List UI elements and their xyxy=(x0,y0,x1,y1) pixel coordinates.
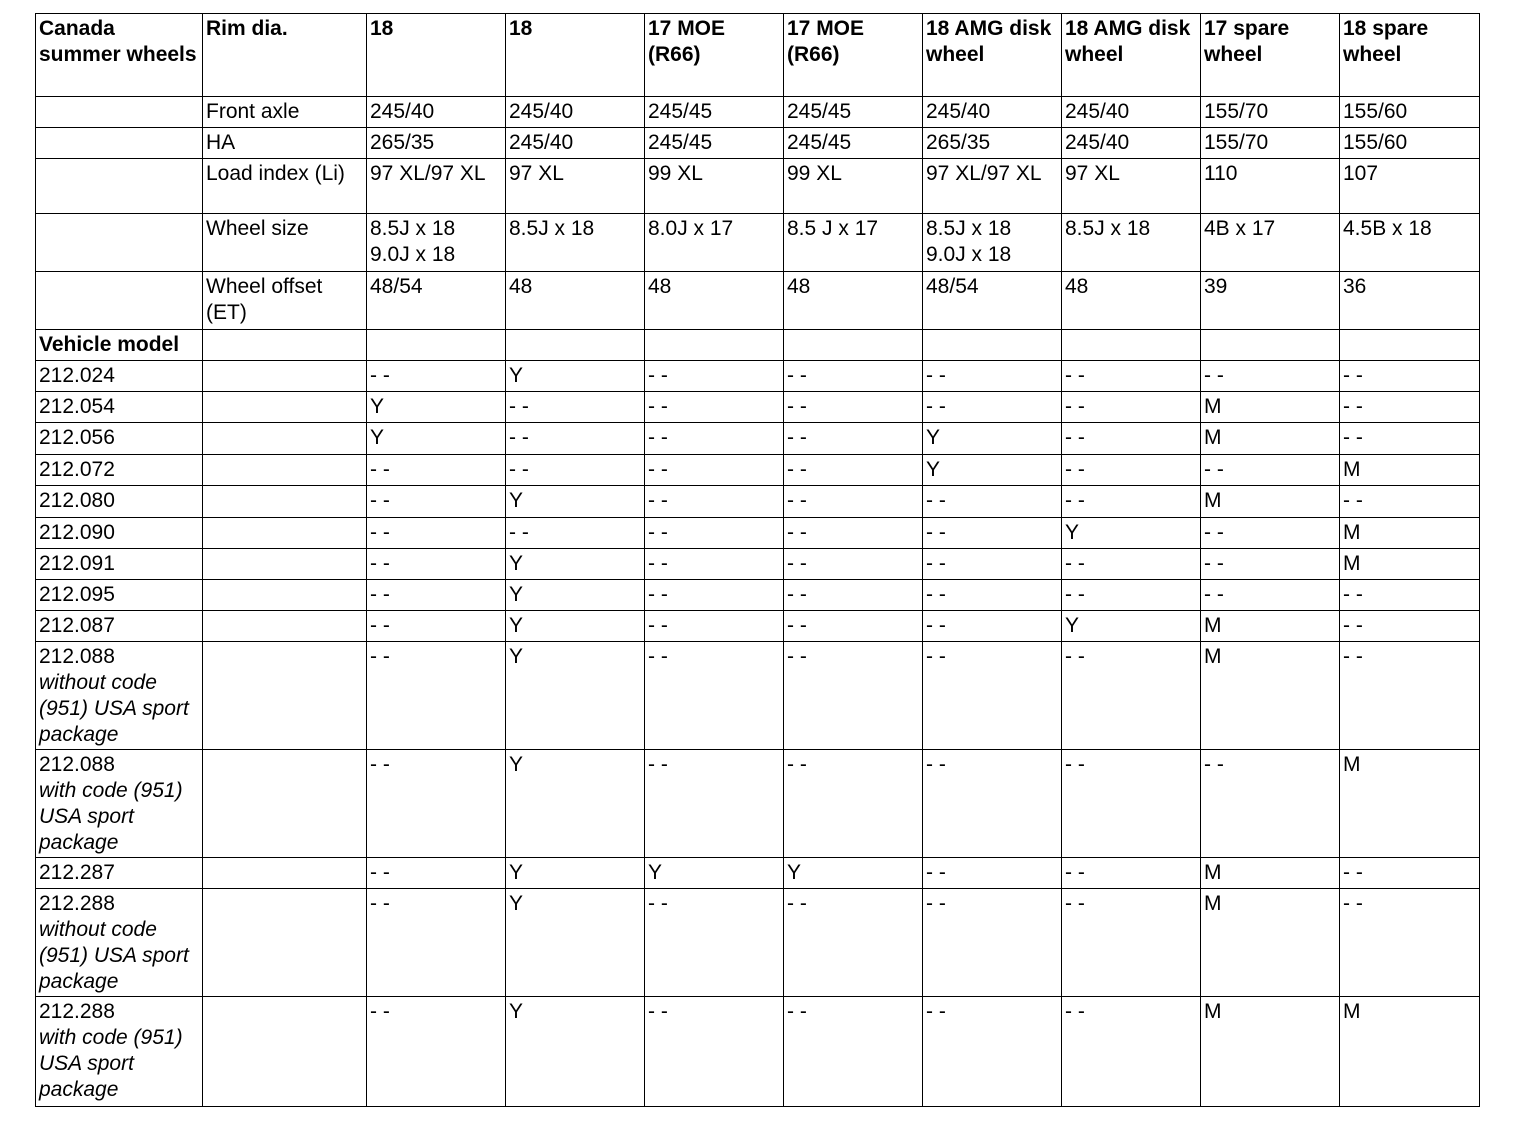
fitment-cell: Y xyxy=(506,858,645,889)
table-row xyxy=(36,455,1480,486)
model-cell xyxy=(36,455,203,486)
model-cell xyxy=(36,611,203,642)
model-cell xyxy=(36,858,203,889)
spec-value-cell xyxy=(1062,214,1201,272)
wheel-compatibility-table xyxy=(35,13,1480,1107)
fitment-cell: M xyxy=(1201,642,1340,750)
fitment-cell: - - xyxy=(784,518,923,549)
fitment-cell: - - xyxy=(1201,580,1340,611)
fitment-cell: M xyxy=(1201,997,1340,1107)
fitment-cell: - - xyxy=(1062,423,1201,455)
fitment-cell: Y xyxy=(506,580,645,611)
empty-cell xyxy=(203,889,367,997)
spec-value-cell: 97 XL xyxy=(1062,159,1201,214)
vehicle-model-label: Vehicle model xyxy=(36,330,203,361)
model-cell xyxy=(36,423,203,455)
fitment-cell: Y xyxy=(506,549,645,580)
spec-value-cell: 97 XL xyxy=(506,159,645,214)
spec-value-line: 8.0J x 17 xyxy=(648,217,734,240)
fitment-cell: - - xyxy=(923,549,1062,580)
spec-value-cell: 245/45 xyxy=(784,128,923,159)
fitment-cell: M xyxy=(1340,518,1480,549)
fitment-cell: Y xyxy=(506,997,645,1107)
fitment-cell: - - xyxy=(367,486,506,518)
empty-cell xyxy=(645,330,784,361)
fitment-cell: - - xyxy=(645,361,784,392)
spec-value-cell: 245/45 xyxy=(784,97,923,128)
spec-value-cell: 155/60 xyxy=(1340,97,1480,128)
fitment-cell: - - xyxy=(1062,889,1201,997)
spec-label: Load index (Li) xyxy=(203,159,367,214)
model-cell xyxy=(36,392,203,423)
fitment-cell: - - xyxy=(1201,361,1340,392)
fitment-cell: - - xyxy=(506,455,645,486)
fitment-cell: - - xyxy=(645,455,784,486)
spec-value-line: 8.5J x 18 xyxy=(926,217,1012,240)
fitment-cell: - - xyxy=(923,642,1062,750)
fitment-cell: M xyxy=(1201,858,1340,889)
spec-empty-cell xyxy=(36,214,203,272)
fitment-cell: - - xyxy=(367,889,506,997)
spec-value-cell: 97 XL/97 XL xyxy=(923,159,1062,214)
spec-value-cell: 48 xyxy=(645,272,784,330)
spec-row xyxy=(36,272,1480,330)
fitment-cell: - - xyxy=(923,889,1062,997)
model-cell xyxy=(36,361,203,392)
model-cell xyxy=(36,889,203,997)
fitment-cell: - - xyxy=(923,361,1062,392)
vehicle-model-row xyxy=(36,330,1480,361)
spec-value-cell: 265/35 xyxy=(923,128,1062,159)
fitment-cell: Y xyxy=(923,455,1062,486)
fitment-cell: - - xyxy=(784,486,923,518)
model-number: 212.024 xyxy=(39,364,115,387)
fitment-cell: - - xyxy=(645,518,784,549)
fitment-cell: Y xyxy=(367,392,506,423)
fitment-cell: - - xyxy=(367,750,506,858)
spec-row xyxy=(36,128,1480,159)
fitment-cell: - - xyxy=(923,486,1062,518)
fitment-cell: - - xyxy=(1062,642,1201,750)
spec-value-cell: 155/60 xyxy=(1340,128,1480,159)
fitment-cell: Y xyxy=(506,642,645,750)
fitment-cell: - - xyxy=(645,423,784,455)
empty-cell xyxy=(203,858,367,889)
fitment-cell: - - xyxy=(645,580,784,611)
table-row xyxy=(36,611,1480,642)
spec-value-cell: 245/40 xyxy=(1062,128,1201,159)
spec-value-cell xyxy=(1340,214,1480,272)
fitment-cell: - - xyxy=(1062,455,1201,486)
fitment-cell: - - xyxy=(367,580,506,611)
model-number: 212.095 xyxy=(39,583,115,606)
fitment-cell: Y xyxy=(1062,518,1201,549)
fitment-cell: Y xyxy=(506,486,645,518)
fitment-cell: - - xyxy=(784,750,923,858)
spec-value-cell: 245/40 xyxy=(367,97,506,128)
spec-value-line: 4B x 17 xyxy=(1204,217,1276,240)
table-row xyxy=(36,361,1480,392)
empty-cell xyxy=(203,549,367,580)
fitment-cell: M xyxy=(1340,997,1480,1107)
fitment-cell: - - xyxy=(506,518,645,549)
empty-cell xyxy=(367,330,506,361)
column-header: 17 MOE (R66) xyxy=(784,14,923,97)
spec-value-cell: 155/70 xyxy=(1201,97,1340,128)
fitment-cell: - - xyxy=(645,642,784,750)
spec-value-line: 9.0J x 18 xyxy=(926,243,1012,266)
fitment-cell: - - xyxy=(923,518,1062,549)
empty-cell xyxy=(1062,330,1201,361)
fitment-cell: M xyxy=(1340,750,1480,858)
empty-cell xyxy=(203,518,367,549)
spec-label: Front axle xyxy=(203,97,367,128)
column-header: 18 AMG disk wheel xyxy=(1062,14,1201,97)
fitment-cell: - - xyxy=(645,997,784,1107)
spec-value-cell: 48 xyxy=(784,272,923,330)
fitment-cell: - - xyxy=(367,997,506,1107)
table-row xyxy=(36,580,1480,611)
fitment-cell: Y xyxy=(1062,611,1201,642)
column-header: 17 spare wheel xyxy=(1201,14,1340,97)
fitment-cell: - - xyxy=(1201,750,1340,858)
fitment-cell: - - xyxy=(645,750,784,858)
fitment-cell: - - xyxy=(367,455,506,486)
spec-value-cell: 48/54 xyxy=(367,272,506,330)
empty-cell xyxy=(506,330,645,361)
fitment-cell: - - xyxy=(784,455,923,486)
table-row xyxy=(36,997,1480,1107)
spec-value-line: 8.5J x 18 xyxy=(1065,217,1151,240)
fitment-cell: - - xyxy=(923,750,1062,858)
spec-value-cell: 99 XL xyxy=(645,159,784,214)
fitment-cell: - - xyxy=(1062,997,1201,1107)
spec-value-cell: 245/40 xyxy=(506,128,645,159)
fitment-cell: - - xyxy=(1340,361,1480,392)
fitment-cell: - - xyxy=(1340,486,1480,518)
fitment-cell: - - xyxy=(1340,392,1480,423)
empty-cell xyxy=(203,392,367,423)
header-row xyxy=(36,14,1480,97)
empty-cell xyxy=(203,455,367,486)
spec-value-cell: 36 xyxy=(1340,272,1480,330)
spec-value-cell: 48 xyxy=(506,272,645,330)
fitment-cell: M xyxy=(1201,889,1340,997)
fitment-cell: - - xyxy=(1201,518,1340,549)
model-cell xyxy=(36,750,203,858)
fitment-cell: - - xyxy=(923,611,1062,642)
fitment-cell: - - xyxy=(784,580,923,611)
spec-row xyxy=(36,97,1480,128)
fitment-cell: - - xyxy=(1062,858,1201,889)
spec-empty-cell xyxy=(36,159,203,214)
fitment-cell: - - xyxy=(1340,889,1480,997)
model-cell xyxy=(36,580,203,611)
spec-value-cell xyxy=(645,214,784,272)
spec-row xyxy=(36,214,1480,272)
fitment-cell: Y xyxy=(506,611,645,642)
fitment-cell: Y xyxy=(506,361,645,392)
fitment-cell: Y xyxy=(506,750,645,858)
fitment-cell: M xyxy=(1201,392,1340,423)
column-header: 18 xyxy=(506,14,645,97)
empty-cell xyxy=(203,330,367,361)
fitment-cell: - - xyxy=(923,858,1062,889)
model-number: 212.288 xyxy=(39,1000,115,1023)
fitment-cell: - - xyxy=(784,642,923,750)
fitment-cell: - - xyxy=(1062,549,1201,580)
spec-value-line: 4.5B x 18 xyxy=(1343,217,1432,240)
fitment-cell: - - xyxy=(784,889,923,997)
empty-cell xyxy=(923,330,1062,361)
model-number: 212.072 xyxy=(39,458,115,481)
model-number: 212.091 xyxy=(39,552,115,575)
spec-value-cell: 245/40 xyxy=(1062,97,1201,128)
model-number: 212.087 xyxy=(39,614,115,637)
fitment-cell: - - xyxy=(506,423,645,455)
fitment-cell: M xyxy=(1340,549,1480,580)
fitment-cell: - - xyxy=(1340,423,1480,455)
spec-value-cell: 99 XL xyxy=(784,159,923,214)
model-number: 212.088 xyxy=(39,645,115,668)
fitment-cell: M xyxy=(1201,611,1340,642)
fitment-cell: - - xyxy=(1201,549,1340,580)
empty-cell xyxy=(203,361,367,392)
table-row xyxy=(36,392,1480,423)
empty-cell xyxy=(203,486,367,518)
fitment-cell: - - xyxy=(923,997,1062,1107)
spec-value-cell: 110 xyxy=(1201,159,1340,214)
rim-dia-header: Rim dia. xyxy=(203,14,367,97)
fitment-cell: - - xyxy=(1340,611,1480,642)
empty-cell xyxy=(203,580,367,611)
fitment-cell: - - xyxy=(1062,750,1201,858)
spec-value-cell: 245/45 xyxy=(645,128,784,159)
fitment-cell: - - xyxy=(1340,642,1480,750)
spec-value-cell: 39 xyxy=(1201,272,1340,330)
spec-value-line: 8.5 J x 17 xyxy=(787,217,879,240)
empty-cell xyxy=(203,611,367,642)
fitment-cell: - - xyxy=(1062,361,1201,392)
fitment-cell: - - xyxy=(784,611,923,642)
fitment-cell: - - xyxy=(784,549,923,580)
fitment-cell: - - xyxy=(645,889,784,997)
fitment-cell: - - xyxy=(367,858,506,889)
empty-cell xyxy=(784,330,923,361)
table-row xyxy=(36,889,1480,997)
fitment-cell: - - xyxy=(367,549,506,580)
spec-value-cell xyxy=(784,214,923,272)
spec-value-cell: 155/70 xyxy=(1201,128,1340,159)
table-body xyxy=(36,14,1480,1107)
table-row xyxy=(36,423,1480,455)
fitment-cell: - - xyxy=(784,392,923,423)
model-note: with code (951) USA sport package xyxy=(39,779,183,854)
model-number: 212.054 xyxy=(39,395,115,418)
spec-row xyxy=(36,159,1480,214)
spec-empty-cell xyxy=(36,97,203,128)
fitment-cell: - - xyxy=(645,611,784,642)
spec-value-line: 8.5J x 18 xyxy=(370,217,456,240)
fitment-cell: - - xyxy=(923,392,1062,423)
fitment-cell: - - xyxy=(1062,486,1201,518)
fitment-cell: - - xyxy=(784,423,923,455)
empty-cell xyxy=(203,642,367,750)
column-header: 18 spare wheel xyxy=(1340,14,1480,97)
model-note: without code (951) USA sport package xyxy=(39,671,189,746)
spec-value-cell: 48/54 xyxy=(923,272,1062,330)
spec-value-cell xyxy=(1201,214,1340,272)
table-row xyxy=(36,858,1480,889)
spec-value-cell: 97 XL/97 XL xyxy=(367,159,506,214)
fitment-cell: Y xyxy=(784,858,923,889)
spec-value-cell xyxy=(367,214,506,272)
empty-cell xyxy=(203,997,367,1107)
spec-value-cell: 48 xyxy=(1062,272,1201,330)
spec-empty-cell xyxy=(36,272,203,330)
fitment-cell: M xyxy=(1340,455,1480,486)
fitment-cell: - - xyxy=(645,392,784,423)
spec-value-cell: 245/40 xyxy=(923,97,1062,128)
column-header: 17 MOE (R66) xyxy=(645,14,784,97)
empty-cell xyxy=(203,750,367,858)
model-cell xyxy=(36,642,203,750)
fitment-cell: - - xyxy=(645,486,784,518)
spec-value-cell: 265/35 xyxy=(367,128,506,159)
model-note: without code (951) USA sport package xyxy=(39,918,189,993)
fitment-cell: Y xyxy=(645,858,784,889)
model-number: 212.287 xyxy=(39,861,115,884)
fitment-cell: - - xyxy=(645,549,784,580)
fitment-cell: - - xyxy=(1201,455,1340,486)
spec-value-line: 9.0J x 18 xyxy=(370,243,456,266)
fitment-cell: - - xyxy=(367,611,506,642)
fitment-cell: - - xyxy=(923,580,1062,611)
model-note: with code (951) USA sport package xyxy=(39,1026,183,1101)
spec-label: Wheel size xyxy=(203,214,367,272)
model-number: 212.088 xyxy=(39,753,115,776)
fitment-cell: M xyxy=(1201,486,1340,518)
empty-cell xyxy=(1201,330,1340,361)
spec-value-cell: 245/45 xyxy=(645,97,784,128)
spec-label: HA xyxy=(203,128,367,159)
table-row xyxy=(36,486,1480,518)
model-number: 212.056 xyxy=(39,426,115,449)
table-row xyxy=(36,549,1480,580)
fitment-cell: - - xyxy=(367,518,506,549)
column-header: 18 xyxy=(367,14,506,97)
fitment-cell: Y xyxy=(367,423,506,455)
spec-label: Wheel offset (ET) xyxy=(203,272,367,330)
model-number: 212.288 xyxy=(39,892,115,915)
fitment-cell: - - xyxy=(367,642,506,750)
model-cell xyxy=(36,486,203,518)
fitment-cell: Y xyxy=(506,889,645,997)
table-row xyxy=(36,518,1480,549)
fitment-cell: - - xyxy=(784,361,923,392)
fitment-cell: - - xyxy=(1062,392,1201,423)
spec-empty-cell xyxy=(36,128,203,159)
fitment-cell: - - xyxy=(1340,580,1480,611)
fitment-cell: - - xyxy=(367,361,506,392)
fitment-cell: - - xyxy=(784,997,923,1107)
fitment-cell: - - xyxy=(1062,580,1201,611)
model-number: 212.090 xyxy=(39,521,115,544)
spec-value-cell: 245/40 xyxy=(506,97,645,128)
model-cell xyxy=(36,997,203,1107)
spec-value-line: 8.5J x 18 xyxy=(509,217,595,240)
fitment-cell: Y xyxy=(923,423,1062,455)
model-number: 212.080 xyxy=(39,489,115,512)
fitment-cell: M xyxy=(1201,423,1340,455)
spec-value-cell xyxy=(923,214,1062,272)
model-cell xyxy=(36,549,203,580)
table-row xyxy=(36,642,1480,750)
corner-header: Canada summer wheels xyxy=(36,14,203,97)
fitment-cell: - - xyxy=(506,392,645,423)
empty-cell xyxy=(1340,330,1480,361)
spec-value-cell: 107 xyxy=(1340,159,1480,214)
table-row xyxy=(36,750,1480,858)
column-header: 18 AMG disk wheel xyxy=(923,14,1062,97)
fitment-cell: - - xyxy=(1340,858,1480,889)
empty-cell xyxy=(203,423,367,455)
model-cell xyxy=(36,518,203,549)
spec-value-cell xyxy=(506,214,645,272)
